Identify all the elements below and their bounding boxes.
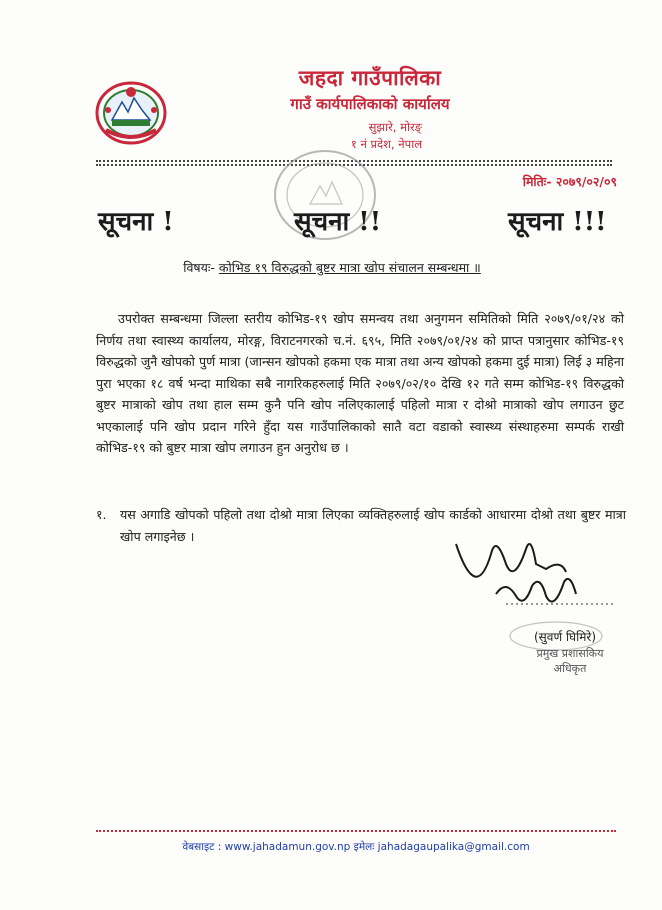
office-name: जहदा गाउँपालिका	[298, 65, 442, 90]
footer-contact: वेबसाइट : www.jahadamun.gov.np इमेलः jahadagaupalika@gmail.com	[182, 841, 530, 853]
document-date: मितिः- २०७९/०२/०९	[522, 174, 617, 189]
footer-divider	[96, 830, 616, 832]
notice-heading-1: सूचना !	[98, 207, 174, 237]
subject-label: विषयः-	[183, 260, 215, 275]
office-subtitle: गाउँ कार्यपालिकाको कार्यालय	[290, 95, 450, 113]
subject-text: कोभिड १९ विरुद्धको बुष्टर मात्रा खोप संचालन सम्बन्धमा ॥	[218, 260, 481, 275]
subject-line	[147, 259, 517, 276]
signer-name: (सुवर्ण घिमिरे)	[533, 630, 597, 644]
notice-heading-3: सूचना !!!	[508, 207, 607, 237]
notice-heading-2: सूचना !!	[294, 207, 382, 237]
point-text: यस अगाडि खोपको पहिलो तथा दोश्रो मात्रा लिएका व्यक्तिहरुलाई खोप कार्डको आधारमा दोश्रो तथा बुष्टर मात्रा खोप लगाइनेछ ।	[120, 507, 626, 544]
signer-title: प्रमुख प्रशासकिय अधिकृत	[536, 647, 604, 675]
address-line-1: सुझारे, मोरङ्	[368, 120, 422, 134]
body-paragraph: उपरोक्त सम्बन्धमा जिल्ला स्तरीय कोभिड-१९ खोप समन्वय तथा अनुगमन समितिको मिति २०७९/०१/२४ को निर्णय तथा स्वास्थ्य कार्यालय, मोरङ्ग, विराटनगरको च.नं. ६९५, मिति २०७९/०१/२४ को प्राप्त पत्रानुसार कोभिड-१९ विरुद्धको जुनै खोपको पुर्ण मात्रा (जान्सन खोपको हकमा एक मात्रा तथा अन्य खोपको हकमा दुई मात्रा) लिई ३ महिना पुरा भएका १८ वर्ष भन्दा माथिका सबै नागरिकहरुलाई मिति २०७९/०२/१० देखि १२ गते सम्म कोभिड-१९ विरुद्धको बुष्टर मात्राको खोप तथा हाल सम्म कुनै पनि खोप नलिएकालाई पहिलो मात्रा र दोश्रो मात्राको खोप लगाउन छुट भएकालाई पनि खोप प्रदान गरिने हुँदा यस गाउँपालिकाको सातै वटा वडाको स्वास्थ्य संस्थाहरुमा सम्पर्क राखी कोभिड-१९ को बुष्टर मात्रा खोप लगाउन हुन अनुरोध छ ।	[96, 311, 624, 455]
point-number: १.	[96, 507, 107, 522]
address-line-2: १ नं प्रदेश, नेपाल	[350, 137, 422, 151]
government-emblem-icon	[94, 80, 168, 146]
